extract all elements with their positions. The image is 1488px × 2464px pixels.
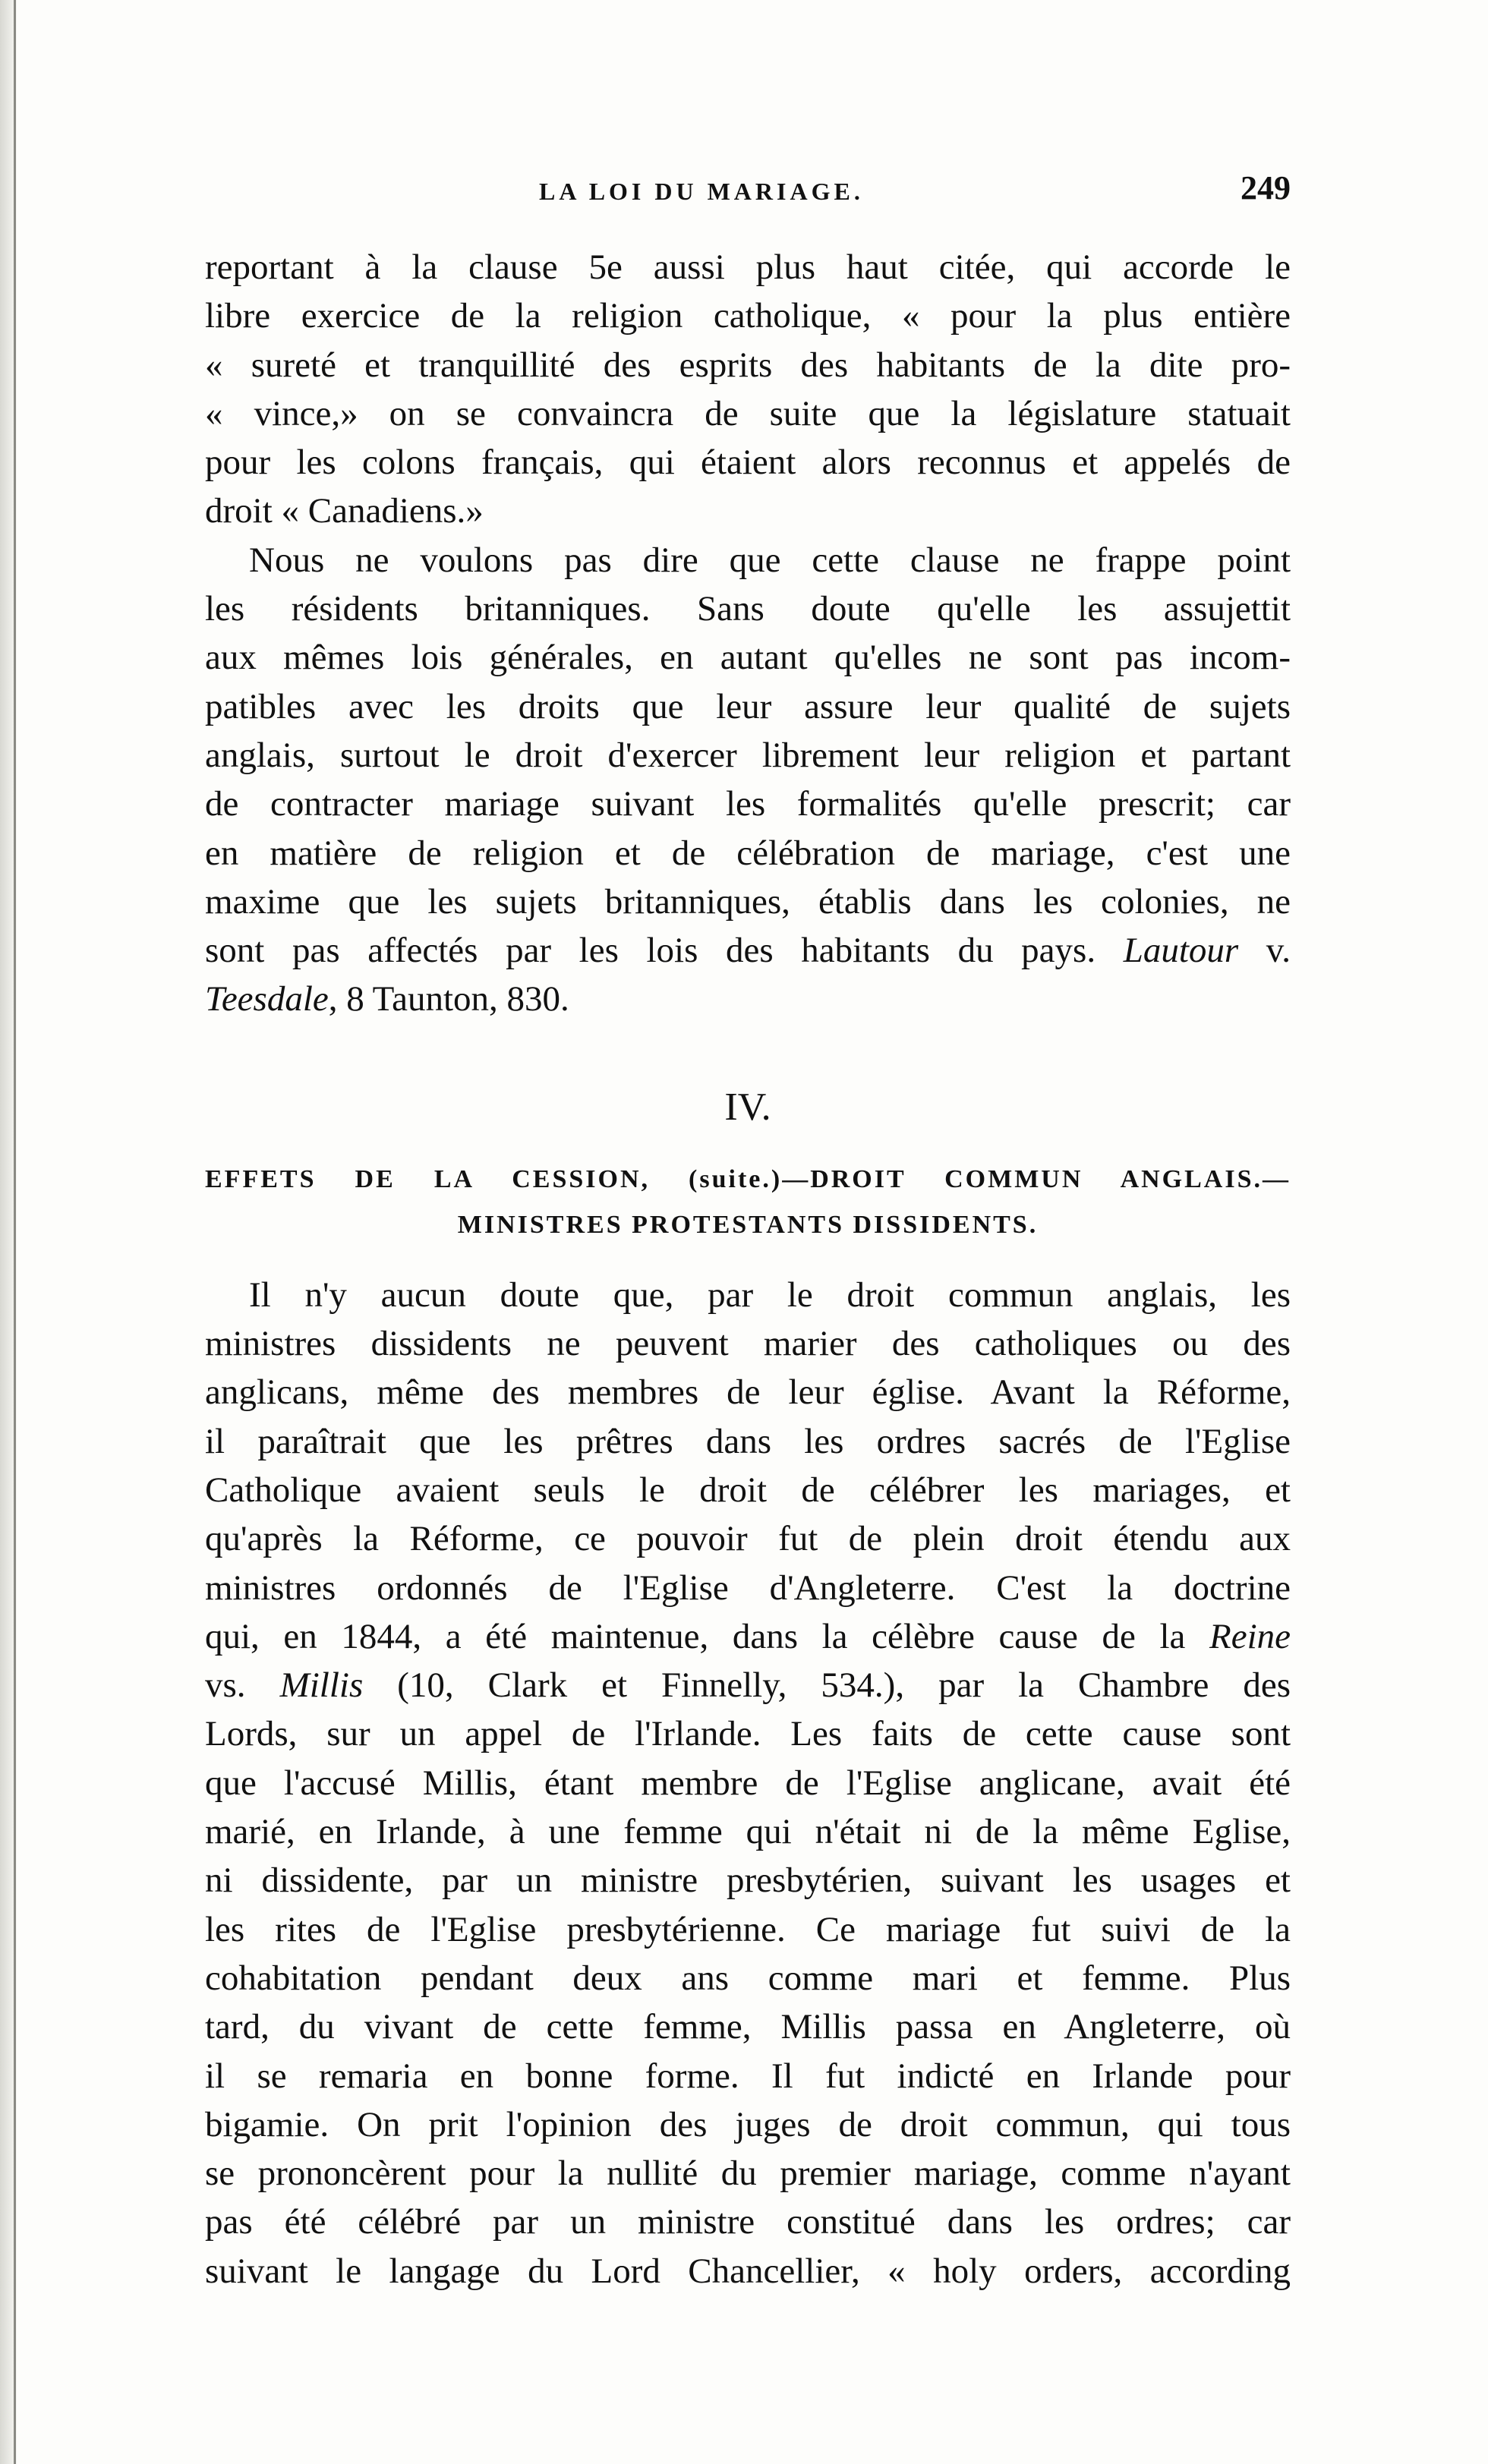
text-line: il se remaria en bonne forme. Il fut indicté en Irlande pour	[205, 2056, 1291, 2096]
book-page	[205, 0, 1291, 2464]
text-line: les résidents britanniques. Sans doute qu'elle les assujettit	[205, 589, 1291, 629]
text-line: bigamie. On prit l'opinion des juges de droit commun, qui tous	[205, 2104, 1291, 2144]
text-line: se prononcèrent pour la nullité du premier mariage, comme n'ayant	[205, 2154, 1291, 2194]
heading-gap	[205, 1248, 1291, 1271]
text-line: tard, du vivant de cette femme, Millis passa en Angleterre, où	[205, 2007, 1291, 2047]
text-line: libre exercice de la religion catholique, « pour la plus entière	[205, 296, 1291, 336]
case-name: Lautour	[1123, 931, 1239, 971]
text-line: ni dissidente, par un ministre presbytérien, suivant les usages et	[205, 1861, 1291, 1901]
text-line: « sureté et tranquillité des esprits des habitants de la dite pro-	[205, 345, 1291, 385]
text-fragment: sont pas affectés par les lois des habitants du pays.	[205, 931, 1096, 971]
paragraph-3	[205, 1271, 1291, 2295]
text-fragment: v.	[1266, 931, 1291, 971]
text-line: Il n'y aucun doute que, par le droit commun anglais, les	[249, 1275, 1291, 1315]
section-heading-line: MINISTRES PROTESTANTS DISSIDENTS.	[457, 1210, 1039, 1239]
text-line: les rites de l'Eglise presbytérienne. Ce mariage fut suivi de la	[205, 1909, 1291, 1949]
section-gap	[205, 1024, 1291, 1066]
text-line: suivant le langage du Lord Chancellier, « holy orders, according	[205, 2251, 1291, 2291]
binding-edge-line	[14, 0, 16, 2464]
text-line-with-case	[205, 1661, 1291, 1709]
paragraph-1	[205, 243, 1291, 536]
section-number: IV.	[724, 1085, 771, 1129]
body-text	[205, 243, 1291, 2295]
text-line: ministres ordonnés de l'Eglise d'Angleterre. C'est la doctrine	[205, 1568, 1291, 1608]
text-line: de contracter mariage suivant les formalités qu'elle prescrit; car	[205, 784, 1291, 824]
text-line: maxime que les sujets britanniques, établis dans les colonies, ne	[205, 881, 1291, 922]
text-line: anglais, surtout le droit d'exercer librement leur religion et partant	[205, 735, 1291, 775]
case-name: Reine	[1209, 1616, 1291, 1656]
case-name: Teesdale	[205, 979, 329, 1019]
text-line: anglicans, même des membres de leur église. Avant la Réforme,	[205, 1372, 1291, 1413]
text-line: marié, en Irlande, à une femme qui n'était ni de la même Eglise,	[205, 1812, 1291, 1852]
case-name: Millis	[279, 1665, 364, 1706]
text-line: droit « Canadiens.»	[205, 491, 484, 531]
text-line: pas été célébré par un ministre constitué dans les ordres; car	[205, 2202, 1291, 2242]
text-fragment: vs.	[205, 1665, 246, 1706]
text-line: ministres dissidents ne peuvent marier des catholiques ou des	[205, 1324, 1291, 1364]
running-title: LA LOI DU MARIAGE.	[539, 178, 864, 205]
running-head	[205, 169, 1291, 214]
paragraph-2	[205, 536, 1291, 1024]
text-fragment: qui, en 1844, a été maintenue, dans la célèbre cause de la	[205, 1616, 1186, 1656]
text-line: cohabitation pendant deux ans comme mari et femme. Plus	[205, 1958, 1291, 1998]
text-line: patibles avec les droits que leur assure leur qualité de sujets	[205, 686, 1291, 726]
text-fragment: (10, Clark et Finnelly, 534.), par la Chambre des	[397, 1665, 1291, 1706]
text-line: Nous ne voulons pas dire que cette clause ne frappe point	[249, 540, 1291, 580]
text-line: aux mêmes lois générales, en autant qu'elles ne sont pas incom-	[205, 638, 1291, 678]
citation-reference: , 8 Taunton, 830.	[328, 979, 569, 1019]
section-heading	[205, 1157, 1291, 1248]
text-line: reportant à la clause 5e aussi plus haut citée, qui accorde le	[205, 247, 1291, 287]
text-line: « vince,» on se convaincra de suite que la législature statuait	[205, 393, 1291, 433]
text-line: que l'accusé Millis, étant membre de l'Eglise anglicane, avait été	[205, 1763, 1291, 1803]
text-line: Lords, sur un appel de l'Irlande. Les faits de cette cause sont	[205, 1714, 1291, 1754]
text-line-with-case	[205, 1612, 1291, 1661]
text-line: il paraîtrait que les prêtres dans les ordres sacrés de l'Eglise	[205, 1421, 1291, 1461]
text-line: Catholique avaient seuls le droit de célébrer les mariages, et	[205, 1470, 1291, 1510]
text-line-with-citation	[205, 926, 1291, 975]
text-line: en matière de religion et de célébration de mariage, c'est une	[205, 833, 1291, 873]
text-line: pour les colons français, qui étaient alors reconnus et appelés de	[205, 443, 1291, 483]
page-number: 249	[1241, 169, 1291, 206]
citation-line	[205, 975, 1291, 1023]
section-heading-line: EFFETS DE LA CESSION, (suite.)—DROIT COMMUN ANGLAIS.—	[205, 1164, 1291, 1193]
text-line: qu'après la Réforme, ce pouvoir fut de plein droit étendu aux	[205, 1519, 1291, 1559]
